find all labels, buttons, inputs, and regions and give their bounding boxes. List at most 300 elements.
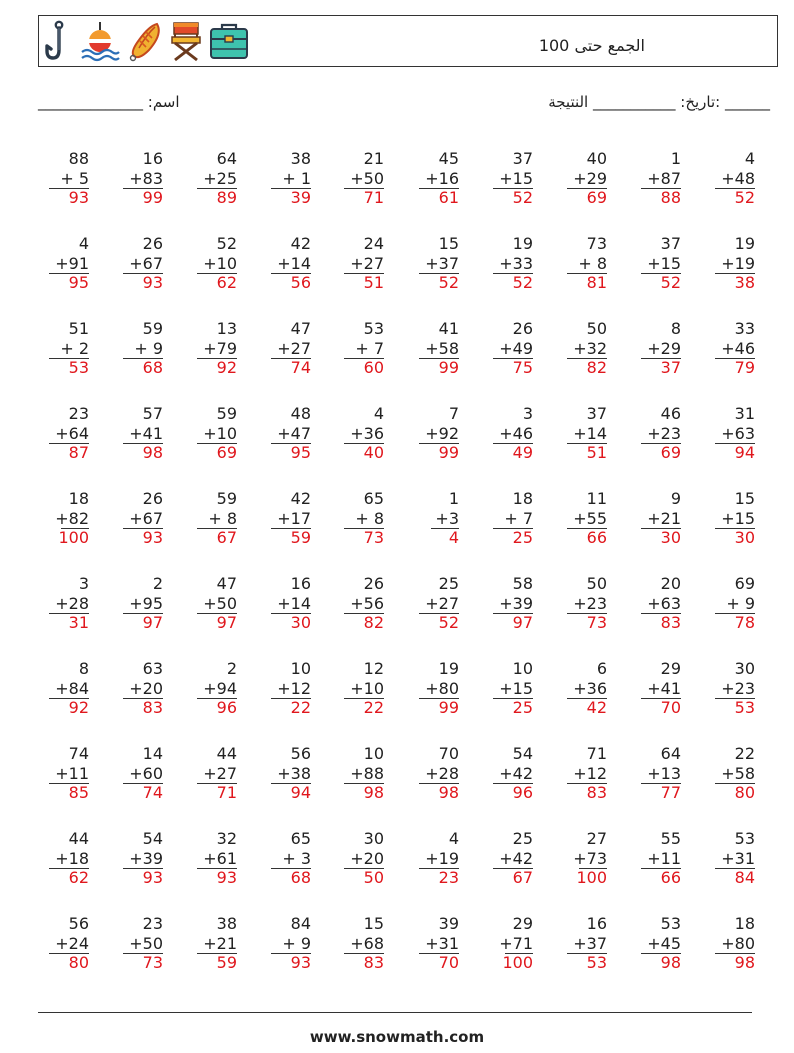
answer: 73 — [142, 953, 163, 972]
plus-sign: + — [499, 763, 513, 783]
answer: 52 — [734, 188, 755, 207]
first-addend: 13 — [216, 319, 237, 338]
first-addend: 30 — [363, 829, 384, 848]
second-addend: 63 — [734, 423, 755, 443]
plus-sign: + — [60, 338, 74, 358]
addition-problem — [334, 319, 384, 377]
first-addend: 19 — [512, 234, 533, 253]
second-addend-row — [409, 849, 459, 869]
first-addend: 33 — [734, 319, 755, 338]
first-addend: 50 — [586, 574, 607, 593]
addition-problem — [631, 319, 681, 377]
addition-problem — [705, 149, 755, 207]
answer: 78 — [734, 613, 755, 632]
answer: 99 — [438, 698, 459, 717]
name-field-label: اسم: ______________ — [38, 93, 180, 111]
plus-sign: + — [647, 168, 661, 188]
second-addend-row — [705, 764, 755, 784]
plus-sign: + — [129, 933, 143, 953]
plus-sign: + — [573, 338, 587, 358]
plus-sign: + — [647, 253, 661, 273]
second-addend-row — [557, 679, 607, 699]
second-addend-row — [334, 934, 384, 954]
second-addend-row — [39, 679, 89, 699]
plus-sign: + — [350, 763, 364, 783]
addition-problem — [483, 404, 533, 462]
first-addend: 1 — [670, 149, 681, 168]
plus-sign: + — [435, 508, 449, 528]
second-addend-row — [187, 254, 237, 274]
plus-sign: + — [721, 763, 735, 783]
second-addend: 50 — [216, 593, 237, 613]
plus-sign: + — [277, 508, 291, 528]
second-addend: 3 — [448, 508, 459, 528]
addition-problem — [631, 574, 681, 632]
addition-problem — [334, 234, 384, 292]
plus-sign: + — [721, 848, 735, 868]
plus-sign: + — [55, 848, 69, 868]
plus-sign: + — [721, 933, 735, 953]
addition-problem — [705, 404, 755, 462]
answer: 97 — [216, 613, 237, 632]
first-addend: 26 — [142, 489, 163, 508]
first-addend: 26 — [512, 319, 533, 338]
date-score-fields: ______ :تاريخ: ___________ النتيجة — [548, 93, 770, 111]
first-addend: 7 — [448, 404, 459, 423]
second-addend: 25 — [216, 168, 237, 188]
second-addend-row — [705, 169, 755, 189]
second-addend: 41 — [142, 423, 163, 443]
addition-problem — [334, 404, 384, 462]
addition-problem — [113, 914, 163, 972]
answer: 51 — [586, 443, 607, 462]
second-addend-row — [113, 679, 163, 699]
first-addend: 29 — [512, 914, 533, 933]
first-addend: 52 — [216, 234, 237, 253]
second-addend: 95 — [142, 593, 163, 613]
second-addend-row — [261, 254, 311, 274]
first-addend: 6 — [596, 659, 607, 678]
second-addend-row — [705, 424, 755, 444]
addition-problem — [631, 659, 681, 717]
answer: 92 — [216, 358, 237, 377]
plus-sign: + — [425, 678, 439, 698]
first-addend: 15 — [438, 234, 459, 253]
plus-sign: + — [726, 593, 740, 613]
answer: 30 — [290, 613, 311, 632]
addition-problem — [39, 914, 89, 972]
addition-problem — [334, 489, 384, 547]
second-addend: 46 — [512, 423, 533, 443]
second-addend-row — [557, 934, 607, 954]
plus-sign: + — [721, 338, 735, 358]
answer: 83 — [586, 783, 607, 802]
first-addend: 10 — [512, 659, 533, 678]
plus-sign: + — [499, 933, 513, 953]
second-addend-row — [705, 594, 755, 614]
answer: 66 — [660, 868, 681, 887]
first-addend: 42 — [290, 489, 311, 508]
answer: 73 — [363, 528, 384, 547]
second-addend-row — [334, 339, 384, 359]
second-addend-row — [187, 339, 237, 359]
second-addend: 73 — [586, 848, 607, 868]
plus-sign: + — [499, 253, 513, 273]
addition-problem — [113, 319, 163, 377]
addition-problem — [705, 659, 755, 717]
addition-problem — [557, 319, 607, 377]
addition-problem — [557, 574, 607, 632]
second-addend: 82 — [68, 508, 89, 528]
first-addend: 47 — [216, 574, 237, 593]
plus-sign: + — [129, 508, 143, 528]
answer: 40 — [363, 443, 384, 462]
answer: 84 — [734, 868, 755, 887]
plus-sign: + — [55, 508, 69, 528]
addition-problem — [557, 914, 607, 972]
addition-problem — [187, 149, 237, 207]
second-addend-row — [113, 764, 163, 784]
addition-problem — [483, 914, 533, 972]
plus-sign: + — [425, 763, 439, 783]
second-addend-row — [557, 424, 607, 444]
second-addend: 15 — [512, 678, 533, 698]
second-addend-row — [187, 169, 237, 189]
answer: 93 — [142, 528, 163, 547]
second-addend-row — [334, 169, 384, 189]
addition-problem — [261, 319, 311, 377]
second-addend: 36 — [586, 678, 607, 698]
addition-problem — [334, 914, 384, 972]
second-addend-row — [705, 934, 755, 954]
second-addend-row — [39, 934, 89, 954]
second-addend: 39 — [142, 848, 163, 868]
second-addend-row — [409, 424, 459, 444]
answer: 23 — [438, 868, 459, 887]
second-addend-row — [483, 509, 533, 529]
first-addend: 53 — [734, 829, 755, 848]
second-addend-row — [334, 254, 384, 274]
first-addend: 64 — [660, 744, 681, 763]
second-addend: 11 — [660, 848, 681, 868]
addition-problem — [409, 319, 459, 377]
second-addend: 37 — [438, 253, 459, 273]
addition-problem — [483, 234, 533, 292]
addition-problem — [113, 829, 163, 887]
plus-sign: + — [425, 338, 439, 358]
addition-problem — [113, 744, 163, 802]
second-addend-row — [483, 594, 533, 614]
plus-sign: + — [129, 763, 143, 783]
addition-problem — [261, 234, 311, 292]
second-addend: 9 — [739, 593, 755, 613]
answer: 99 — [438, 443, 459, 462]
first-addend: 37 — [660, 234, 681, 253]
second-addend-row — [557, 509, 607, 529]
first-addend: 42 — [290, 234, 311, 253]
second-addend-row — [631, 509, 681, 529]
answer: 87 — [68, 443, 89, 462]
second-addend-row — [483, 424, 533, 444]
addition-problem — [557, 829, 607, 887]
addition-problem — [483, 319, 533, 377]
addition-problem — [113, 574, 163, 632]
answer: 71 — [216, 783, 237, 802]
first-addend: 37 — [512, 149, 533, 168]
second-addend-row — [187, 424, 237, 444]
second-addend: 84 — [68, 678, 89, 698]
addition-problem — [409, 914, 459, 972]
first-addend: 10 — [290, 659, 311, 678]
addition-problem — [261, 574, 311, 632]
plus-sign: + — [573, 933, 587, 953]
second-addend: 31 — [734, 848, 755, 868]
second-addend-row — [261, 594, 311, 614]
second-addend: 14 — [586, 423, 607, 443]
second-addend-row — [39, 849, 89, 869]
plus-sign: + — [208, 508, 222, 528]
second-addend-row — [334, 509, 384, 529]
second-addend: 46 — [734, 338, 755, 358]
second-addend: 31 — [438, 933, 459, 953]
second-addend-row — [113, 339, 163, 359]
first-addend: 4 — [78, 234, 89, 253]
first-addend: 18 — [68, 489, 89, 508]
second-addend: 68 — [363, 933, 384, 953]
second-addend-row — [483, 934, 533, 954]
second-addend: 11 — [68, 763, 89, 783]
first-addend: 16 — [586, 914, 607, 933]
site-url: www.snowmath.com — [309, 1028, 485, 1046]
answer: 51 — [363, 273, 384, 292]
second-addend: 2 — [73, 338, 89, 358]
second-addend: 63 — [660, 593, 681, 613]
addition-problem — [261, 149, 311, 207]
plus-sign: + — [573, 763, 587, 783]
answer: 53 — [586, 953, 607, 972]
plus-sign: + — [721, 168, 735, 188]
second-addend-row — [483, 679, 533, 699]
addition-problem — [705, 744, 755, 802]
second-addend-row — [705, 254, 755, 274]
plus-sign: + — [425, 933, 439, 953]
addition-problem — [409, 574, 459, 632]
second-addend: 13 — [660, 763, 681, 783]
first-addend: 58 — [512, 574, 533, 593]
second-addend: 45 — [660, 933, 681, 953]
first-addend: 31 — [734, 404, 755, 423]
second-addend: 47 — [290, 423, 311, 443]
answer: 70 — [438, 953, 459, 972]
addition-problem — [409, 234, 459, 292]
answer: 30 — [660, 528, 681, 547]
second-addend: 19 — [734, 253, 755, 273]
second-addend-row — [261, 849, 311, 869]
addition-problem — [334, 829, 384, 887]
first-addend: 59 — [142, 319, 163, 338]
answer: 62 — [216, 273, 237, 292]
first-addend: 74 — [68, 744, 89, 763]
first-addend: 64 — [216, 149, 237, 168]
first-addend: 11 — [586, 489, 607, 508]
second-addend-row — [631, 339, 681, 359]
answer: 61 — [438, 188, 459, 207]
plus-sign: + — [499, 848, 513, 868]
plus-sign: + — [647, 423, 661, 443]
second-addend-row — [409, 594, 459, 614]
plus-sign: + — [355, 338, 369, 358]
plus-sign: + — [60, 168, 74, 188]
second-addend-row — [409, 254, 459, 274]
addition-problem — [187, 404, 237, 462]
second-addend: 3 — [295, 848, 311, 868]
plus-sign: + — [425, 593, 439, 613]
second-addend-row — [483, 169, 533, 189]
plus-sign: + — [721, 423, 735, 443]
second-addend-row — [705, 509, 755, 529]
first-addend: 2 — [152, 574, 163, 593]
answer: 97 — [512, 613, 533, 632]
answer: 22 — [363, 698, 384, 717]
second-addend-row — [334, 764, 384, 784]
plus-sign: + — [573, 848, 587, 868]
addition-problem — [483, 829, 533, 887]
plus-sign: + — [277, 253, 291, 273]
first-addend: 8 — [78, 659, 89, 678]
answer: 98 — [142, 443, 163, 462]
second-addend-row — [113, 934, 163, 954]
plus-sign: + — [647, 508, 661, 528]
second-addend: 8 — [368, 508, 384, 528]
second-addend: 37 — [586, 933, 607, 953]
first-addend: 73 — [586, 234, 607, 253]
plus-sign: + — [277, 763, 291, 783]
second-addend: 58 — [438, 338, 459, 358]
plus-sign: + — [203, 423, 217, 443]
second-addend-row — [631, 594, 681, 614]
answer: 49 — [512, 443, 533, 462]
second-addend-row — [409, 509, 459, 529]
answer: 100 — [58, 528, 89, 547]
plus-sign: + — [647, 678, 661, 698]
addition-problem — [557, 149, 607, 207]
second-addend-row — [261, 509, 311, 529]
second-addend-row — [334, 679, 384, 699]
first-addend: 59 — [216, 489, 237, 508]
first-addend: 53 — [363, 319, 384, 338]
second-addend-row — [557, 849, 607, 869]
second-addend: 48 — [734, 168, 755, 188]
second-addend: 7 — [368, 338, 384, 358]
answer: 98 — [363, 783, 384, 802]
second-addend: 92 — [438, 423, 459, 443]
answer: 95 — [68, 273, 89, 292]
answer: 79 — [734, 358, 755, 377]
first-addend: 23 — [142, 914, 163, 933]
second-addend-row — [187, 509, 237, 529]
plus-sign: + — [350, 423, 364, 443]
second-addend: 27 — [290, 338, 311, 358]
first-addend: 14 — [142, 744, 163, 763]
first-addend: 23 — [68, 404, 89, 423]
plus-sign: + — [282, 848, 296, 868]
first-addend: 1 — [448, 489, 459, 508]
addition-problem — [39, 489, 89, 547]
first-addend: 4 — [744, 149, 755, 168]
second-addend-row — [113, 849, 163, 869]
answer: 94 — [734, 443, 755, 462]
addition-problem — [483, 149, 533, 207]
second-addend: 67 — [142, 253, 163, 273]
plus-sign: + — [55, 423, 69, 443]
addition-problem — [39, 829, 89, 887]
second-addend: 10 — [363, 678, 384, 698]
second-addend-row — [261, 424, 311, 444]
addition-problem — [705, 574, 755, 632]
first-addend: 18 — [512, 489, 533, 508]
second-addend: 60 — [142, 763, 163, 783]
answer: 70 — [660, 698, 681, 717]
addition-problem — [409, 149, 459, 207]
addition-problem — [705, 489, 755, 547]
first-addend: 39 — [438, 914, 459, 933]
first-addend: 10 — [363, 744, 384, 763]
addition-problem — [187, 234, 237, 292]
addition-problem — [705, 914, 755, 972]
plus-sign: + — [647, 338, 661, 358]
second-addend-row — [187, 849, 237, 869]
answer: 100 — [576, 868, 607, 887]
second-addend: 12 — [586, 763, 607, 783]
second-addend: 27 — [216, 763, 237, 783]
plus-sign: + — [129, 253, 143, 273]
addition-problem — [187, 829, 237, 887]
plus-sign: + — [55, 933, 69, 953]
second-addend-row — [261, 679, 311, 699]
answer: 69 — [216, 443, 237, 462]
second-addend-row — [705, 849, 755, 869]
first-addend: 51 — [68, 319, 89, 338]
addition-problem — [409, 744, 459, 802]
second-addend-row — [187, 594, 237, 614]
answer: 56 — [290, 273, 311, 292]
second-addend: 5 — [73, 168, 89, 188]
addition-problem — [631, 489, 681, 547]
first-addend: 18 — [734, 914, 755, 933]
second-addend: 83 — [142, 168, 163, 188]
second-addend: 58 — [734, 763, 755, 783]
second-addend-row — [409, 934, 459, 954]
answer: 39 — [290, 188, 311, 207]
second-addend: 27 — [438, 593, 459, 613]
addition-problem — [187, 489, 237, 547]
answer: 99 — [438, 358, 459, 377]
second-addend: 42 — [512, 848, 533, 868]
first-addend: 38 — [216, 914, 237, 933]
first-addend: 26 — [363, 574, 384, 593]
addition-problem — [334, 744, 384, 802]
addition-problem — [39, 574, 89, 632]
second-addend-row — [705, 339, 755, 359]
addition-problem — [631, 149, 681, 207]
second-addend: 28 — [68, 593, 89, 613]
second-addend-row — [39, 254, 89, 274]
second-addend-row — [261, 764, 311, 784]
second-addend: 28 — [438, 763, 459, 783]
first-addend: 12 — [363, 659, 384, 678]
worksheet-title: الجمع حتى 100 — [538, 36, 645, 55]
answer: 75 — [512, 358, 533, 377]
